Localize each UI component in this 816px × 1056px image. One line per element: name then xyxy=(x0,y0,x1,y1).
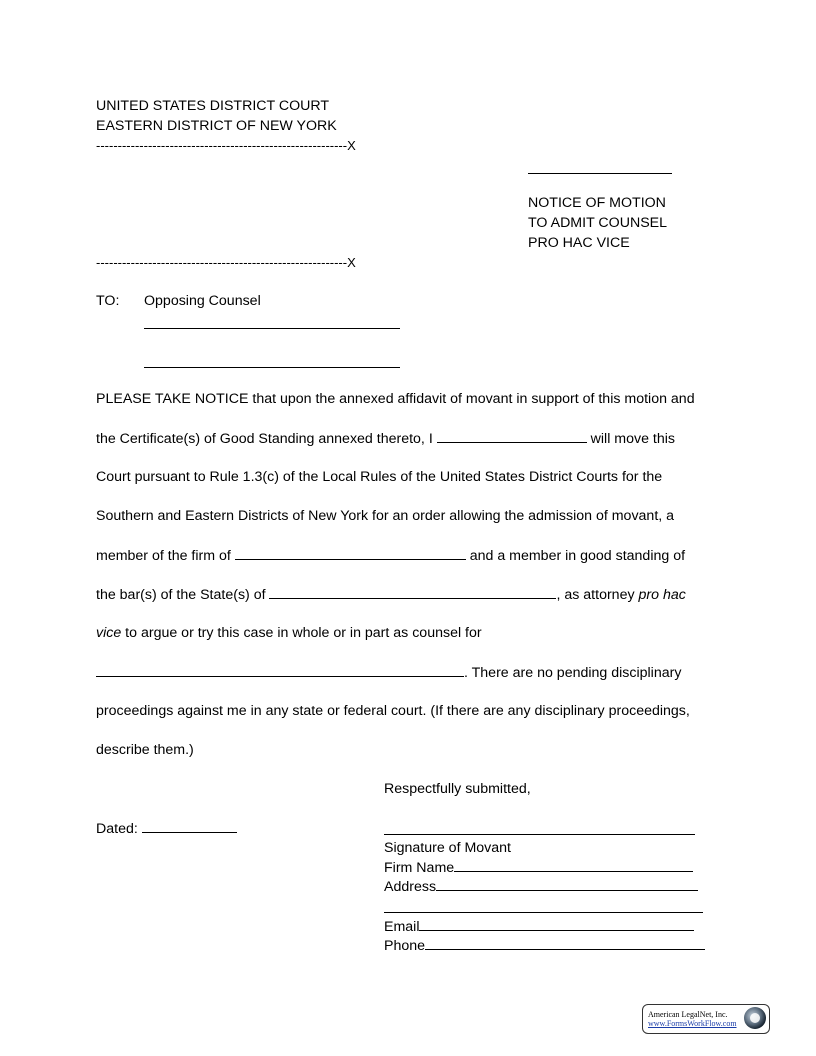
to-label: TO: xyxy=(96,293,120,309)
email-row xyxy=(384,917,694,937)
publisher-badge xyxy=(642,1004,770,1034)
body-line-1: PLEASE TAKE NOTICE that upon the annexed affidavit of movant in support of this motion and xyxy=(96,391,695,407)
movant-name-field[interactable] xyxy=(437,429,587,443)
dated-row xyxy=(96,819,237,839)
body-text: the Certificate(s) of Good Standing annexed thereto, I xyxy=(96,431,437,447)
signature-field[interactable] xyxy=(384,834,695,835)
recipient-address-field-2[interactable] xyxy=(144,367,400,368)
firm-name-label: Firm Name xyxy=(384,860,455,876)
phone-field[interactable] xyxy=(425,936,705,950)
document-title-line2: TO ADMIT COUNSEL xyxy=(528,215,668,231)
body-text: and a member in good standing of xyxy=(465,548,686,564)
publisher-name: American LegalNet, Inc. xyxy=(648,1010,728,1019)
body-line-9: proceedings against me in any state or federal court. (If there are any disciplinary proceedings, xyxy=(96,703,690,719)
body-line-2 xyxy=(96,429,675,449)
address-field-1[interactable] xyxy=(436,877,698,891)
firm-name-field[interactable] xyxy=(454,858,693,872)
address-label: Address xyxy=(384,879,437,895)
phone-row xyxy=(384,936,705,956)
body-line-3: Court pursuant to Rule 1.3(c) of the Local Rules of the United States District Courts for the xyxy=(96,469,663,485)
body-text: . There are no pending disciplinary xyxy=(464,665,682,681)
date-field[interactable] xyxy=(142,819,237,833)
body-text: will move this xyxy=(586,431,676,447)
body-line-7 xyxy=(96,624,482,643)
body-line-8 xyxy=(96,663,681,683)
address-field-2[interactable] xyxy=(384,912,703,913)
firm-name-row xyxy=(384,858,693,878)
court-name: UNITED STATES DISTRICT COURT xyxy=(96,98,330,114)
italic-text: pro hac xyxy=(638,587,686,603)
body-text: the bar(s) of the State(s) of xyxy=(96,587,270,603)
document-title-line1: NOTICE OF MOTION xyxy=(528,195,666,211)
body-line-6 xyxy=(96,585,686,605)
to-recipient: Opposing Counsel xyxy=(144,293,261,309)
recipient-address-field-1[interactable] xyxy=(144,328,400,329)
globe-logo-icon xyxy=(744,1007,766,1029)
address-row xyxy=(384,877,698,897)
body-text: member of the firm of xyxy=(96,548,235,564)
body-text: to argue or try this case in whole or in part as counsel for xyxy=(121,625,482,641)
court-district: EASTERN DISTRICT OF NEW YORK xyxy=(96,118,337,134)
body-text: , as attorney xyxy=(556,587,639,603)
firm-field[interactable] xyxy=(235,546,466,560)
email-field[interactable] xyxy=(419,917,694,931)
caption-rule-bottom: ----------------------------------------------------------X xyxy=(96,255,356,270)
states-field[interactable] xyxy=(269,585,556,599)
body-line-4: Southern and Eastern Districts of New York for an order allowing the admission of movant, a xyxy=(96,508,675,524)
italic-text: vice xyxy=(96,625,122,641)
caption-rule-top: ----------------------------------------------------------X xyxy=(96,138,356,153)
closing: Respectfully submitted, xyxy=(384,781,531,797)
email-label: Email xyxy=(384,919,420,935)
phone-label: Phone xyxy=(384,938,426,954)
publisher-link[interactable]: www.FormsWorkFlow.com xyxy=(648,1019,737,1028)
client-field[interactable] xyxy=(96,663,464,677)
document-title-line3: PRO HAC VICE xyxy=(528,235,630,251)
body-line-5 xyxy=(96,546,685,566)
signature-label: Signature of Movant xyxy=(384,840,511,856)
body-line-10: describe them.) xyxy=(96,742,194,758)
case-number-field[interactable] xyxy=(528,173,672,174)
dated-label: Dated: xyxy=(96,821,142,837)
